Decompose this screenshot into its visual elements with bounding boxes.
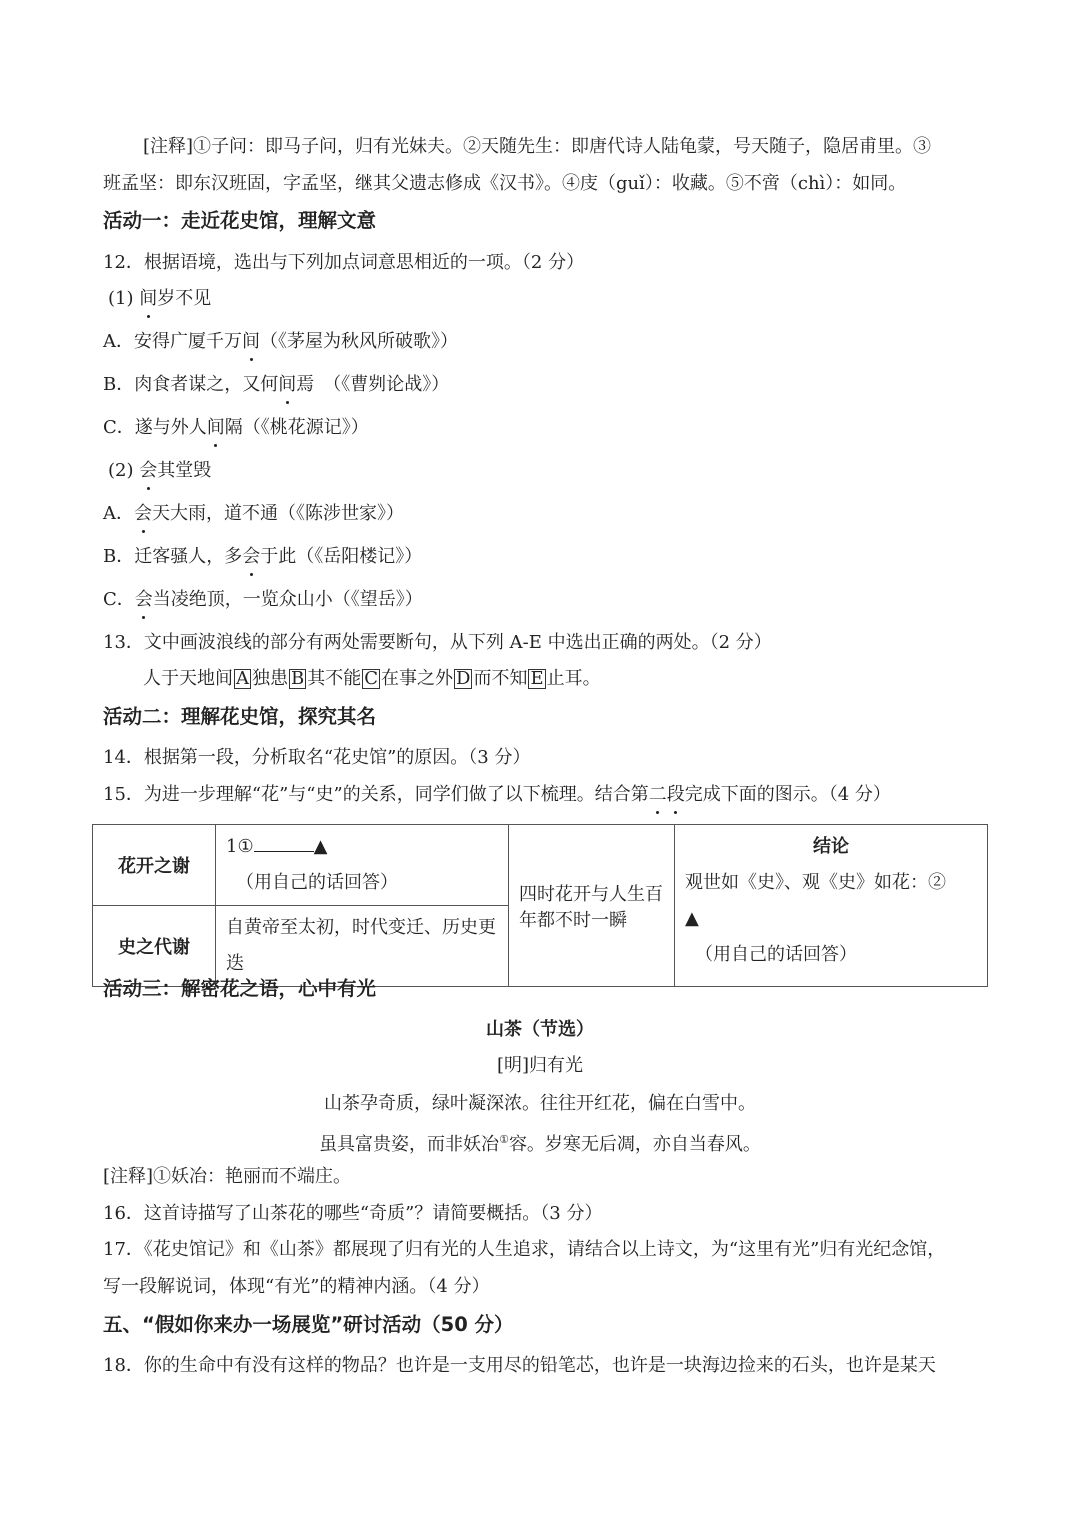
- option-source: （《茅屋为秋风所破歌》）: [260, 331, 458, 352]
- dotted-word: 间: [278, 374, 297, 395]
- poem-line-2: [0, 1128, 1080, 1157]
- poem-text: 容。岁寒无后凋，亦自当春风。: [508, 1134, 761, 1155]
- section-five-heading: 五、“假如你来办一场展览”研讨活动（50 分）: [103, 1313, 514, 1336]
- q12-p1-option-b: [103, 373, 449, 397]
- poem-title: 山茶（节选）: [486, 1019, 594, 1040]
- history-cell: 自黄帝至太初，时代变迁、历史更迭: [216, 906, 509, 987]
- dotted-word: 二: [648, 784, 667, 805]
- q15-text: 完成下面的图示。（4 分）: [684, 784, 891, 805]
- dotted-word: 间: [139, 288, 158, 309]
- note-line-1: [注释]①子问：即马子问，归有光妹夫。②天随先生：即唐代诗人陆龟蒙，号天随子，隐居甫里。③: [143, 136, 932, 157]
- option-text: B．迁客骚人，多: [103, 546, 243, 567]
- row-label-history: 史之代谢: [93, 906, 216, 987]
- option-text: B．肉食者谋之，又何: [103, 374, 279, 395]
- dotted-word: 间: [206, 417, 225, 438]
- q12-stem: 12．根据语境，选出与下列加点词意思相近的一项。（2 分）: [103, 252, 585, 273]
- option-source: 当凌绝顶，一览众山小（《望岳》）: [152, 589, 423, 610]
- q16: 16．这首诗描写了山茶花的哪些“奇质”？请简要概括。（3 分）: [103, 1203, 603, 1224]
- q14: 14．根据第一段，分析取名“花史馆”的原因。（3 分）: [103, 747, 531, 768]
- sentence-part: 止耳。: [546, 668, 601, 689]
- option-text: C．遂与外人: [103, 417, 207, 438]
- q18: 18．你的生命中有没有这样的物品？也许是一支用尽的铅笔芯，也许是一块海边捡来的石头，也许是某天: [103, 1355, 936, 1376]
- part-text: 其堂毁: [157, 460, 212, 481]
- q17-line-2: 写一段解说词，体现“有光”的精神内涵。（4 分）: [103, 1276, 490, 1297]
- sentence-part: 独患: [252, 668, 288, 689]
- blank-cell-1: [216, 825, 509, 906]
- conclusion-cell: [675, 825, 988, 987]
- middle-cell: 四时花开与人生百年都不时一瞬: [509, 825, 675, 987]
- break-box-d: D: [456, 668, 471, 689]
- sentence-part: 其不能: [307, 668, 362, 689]
- flower-history-diagram-table: [92, 824, 988, 987]
- part-text: 岁不见: [157, 288, 212, 309]
- sentence-part: 人于天地间: [143, 668, 233, 689]
- q15-stem: [103, 783, 891, 807]
- activity-two-heading: 活动二：理解花史馆，探究其名: [103, 705, 377, 728]
- conclusion-title: 结论: [813, 836, 849, 857]
- q12-p1-option-a: [103, 330, 458, 354]
- poem-line-1: 山茶孕奇质，绿叶凝深浓。往往开红花，偏在白雪中。: [324, 1093, 756, 1114]
- break-box-e: E: [530, 668, 544, 689]
- note-line-2: 班孟坚：即东汉班固，字孟坚，继其父遗志修成《汉书》。④庋（guǐ）：收藏。⑤不啻（chì）：如同。: [103, 173, 907, 194]
- q12-p2-option-c: [103, 588, 423, 612]
- q17-line-1: 17．《花史馆记》和《山茶》都展现了归有光的人生追求，请结合以上诗文，为“这里有光”归有光纪念馆，: [103, 1239, 946, 1260]
- q15-text: 15．为进一步理解“花”与“史”的关系，同学们做了以下梳理。结合第: [103, 784, 649, 805]
- option-source: 于此（《岳阳楼记》）: [260, 546, 423, 567]
- break-box-c: C: [364, 668, 379, 689]
- poem-note: [注释]①妖冶：艳丽而不端庄。: [103, 1166, 352, 1187]
- answer-blank[interactable]: [254, 851, 314, 852]
- option-text: A．安得广厦千万: [103, 331, 242, 352]
- dotted-word: 会: [139, 460, 158, 481]
- blank-number: 1①: [226, 836, 254, 857]
- dotted-word: 间: [242, 331, 260, 352]
- q13-sentence: [143, 667, 601, 691]
- option-text: A．: [103, 503, 134, 524]
- q12-part2: [108, 459, 211, 483]
- poem-author: [明]归有光: [496, 1055, 584, 1076]
- sentence-part: 在事之外: [381, 668, 454, 689]
- q12-p1-option-c: [103, 416, 369, 440]
- q12-part1: [108, 287, 211, 311]
- part-number: (1): [108, 288, 140, 309]
- q13-stem: 13．文中画波浪线的部分有两处需要断句，从下列 A-E 中选出正确的两处。（2 分）: [103, 632, 772, 653]
- row-label-flower: 花开之谢: [93, 825, 216, 906]
- option-source: 焉 （《曹刿论战》）: [296, 374, 450, 395]
- triangle-marker: ▲: [313, 836, 328, 857]
- activity-three-heading: 活动三：解密花之语，心中有光: [103, 977, 377, 1000]
- blank-line: [226, 829, 498, 865]
- break-box-a: A: [236, 668, 249, 689]
- dotted-word: 段: [666, 784, 685, 805]
- blank-hint: （用自己的话回答）: [236, 872, 398, 893]
- footnote-mark: ①: [499, 1133, 509, 1146]
- dotted-word: 会: [134, 503, 152, 524]
- triangle-marker: ▲: [685, 908, 699, 929]
- sentence-part: 而不知: [473, 668, 528, 689]
- dotted-word: 会: [134, 589, 153, 610]
- q12-p2-option-b: [103, 545, 422, 569]
- q12-p2-option-a: [103, 502, 404, 526]
- part-number: (2): [108, 460, 140, 481]
- option-text: C．: [103, 589, 135, 610]
- option-source: 隔（《桃花源记》）: [224, 417, 369, 438]
- break-box-b: B: [291, 668, 305, 689]
- conclusion-text: 观世如《史》、观《史》如花：②: [685, 872, 946, 893]
- dotted-word: 会: [242, 546, 261, 567]
- poem-text: 虽具富贵姿，而非妖冶: [319, 1134, 500, 1155]
- activity-one-heading: 活动一：走近花史馆，理解文意: [103, 209, 377, 232]
- blank-hint: （用自己的话回答）: [695, 944, 857, 965]
- option-source: 天大雨，道不通（《陈涉世家》）: [152, 503, 404, 524]
